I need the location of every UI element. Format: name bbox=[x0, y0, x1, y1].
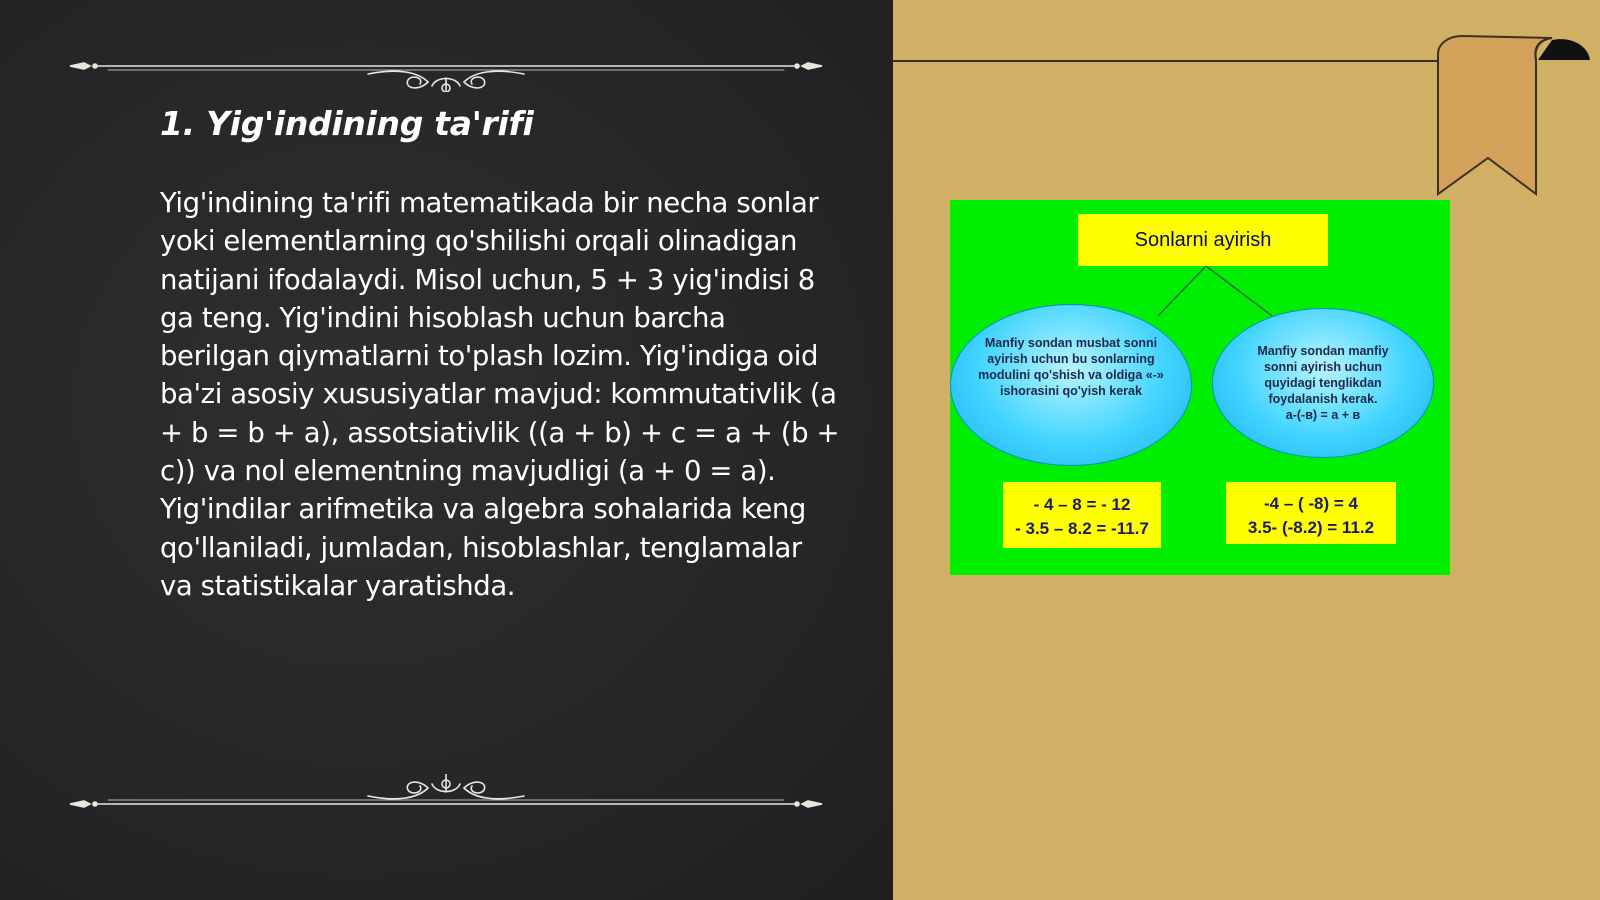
examples-box-right: -4 – ( -8) = 4 3.5- (-8.2) = 11.2 bbox=[1226, 482, 1396, 544]
top-flourish-ornament bbox=[68, 42, 824, 92]
rule-bubble-right: Manfiy sondan manfiy sonni ayirish uchun quyidagi tenglikdan foydalanish kerak. a-(-в) = a + в bbox=[1212, 308, 1434, 458]
bookmark-ribbon-decoration bbox=[1432, 30, 1592, 200]
slide-body-text: Yig'indining ta'rifi matematikada bir necha sonlar yoki elementlarning qo'shilishi orqali olinadigan natijani ifodalaydi. Misol uchun, 5 + 3 yig'indisi 8 ga teng. Yig'indini hisoblash uchun barcha berilgan qiymatlarni to'plash lozim. Yig'indiga oid ba'zi asosiy xususiyatlar mavjud: kommutativlik (a + b = b + a), assotsiativlik ((a + b) + c = a + (b + c)) va nol elementning mavjudligi (a + 0 = a). Yig'indilar arifmetika va algebra sohalarida keng qo'llaniladi, jumladan, hisoblashlar, tenglamalar va statistikalar yaratishda. bbox=[160, 187, 840, 602]
gold-panel-divider-line bbox=[893, 60, 1438, 62]
rule-bubble-left: Manfiy sondan musbat sonni ayirish uchun bu sonlarning modulini qo'shish va oldiga «-» ishorasini qo'yish kerak bbox=[950, 304, 1192, 466]
subtraction-diagram-image bbox=[950, 200, 1450, 575]
bottom-flourish-ornament bbox=[68, 774, 824, 824]
examples-box-left: - 4 – 8 = - 12 - 3.5 – 8.2 = -11.7 bbox=[1003, 482, 1161, 548]
diagram-title-box: Sonlarni ayirish bbox=[1078, 214, 1328, 266]
slide-title: 1. Yig'indining ta'rifi bbox=[160, 104, 534, 143]
